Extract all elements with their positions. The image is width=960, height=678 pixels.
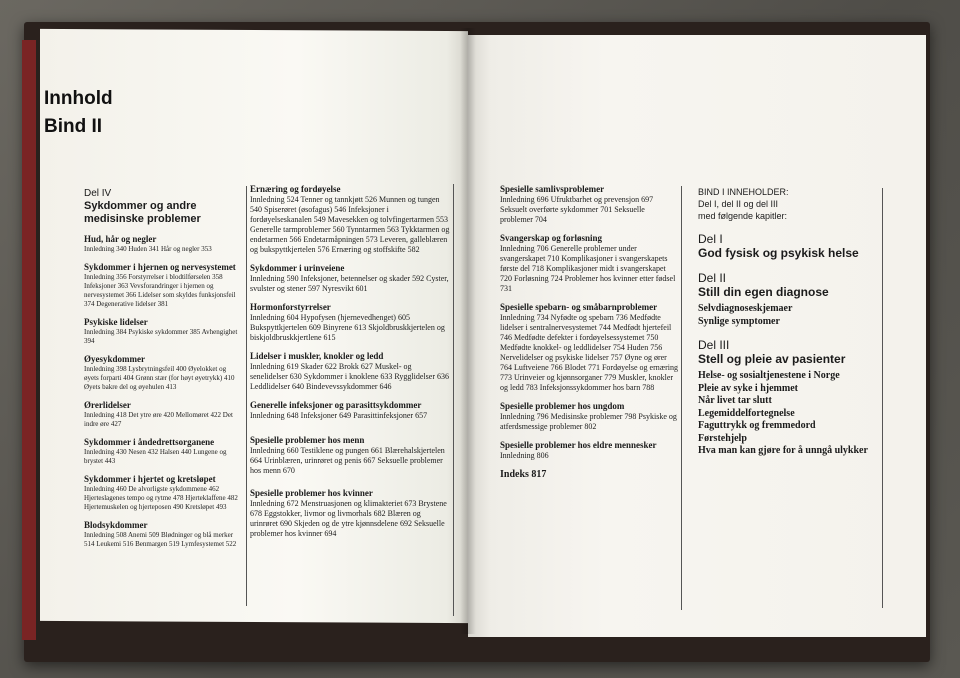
part-label: Del II	[698, 271, 727, 285]
page-gutter-shadow	[460, 28, 476, 634]
part-title: God fysisk og psykisk helse	[698, 246, 859, 260]
contents-heading: Innhold	[44, 88, 113, 109]
chapter-pages: Innledning 590 Infeksjoner, betennelser og skader 592 Cyster, svulster og stener 597 Nyresvikt 601	[250, 274, 449, 293]
chapter-item: Synlige symptomer	[698, 315, 780, 327]
part-label: Del IV	[84, 188, 112, 199]
chapter-entry	[84, 474, 242, 512]
contents-heading-block	[44, 85, 113, 141]
chapter-title: Lidelser i muskler, knokler og ledd	[250, 351, 384, 361]
chapter-title: Svangerskap og forløsning	[500, 233, 603, 243]
chapter-item: Helse- og sosialtjenestene i Norge	[698, 370, 840, 381]
chapter-entry	[250, 400, 450, 421]
chapter-pages: Innledning 604 Hypofysen (hjernevedhenget) 605 Bukspyttkjertelen 609 Binyrene 613 Skjoldbruskkjertelen og biskjoldbruskkjertlene 615	[250, 313, 445, 342]
chapter-title: Ernæring og fordøyelse	[250, 184, 341, 194]
chapter-item: Hva man kan gjøre for å unngå ulykker	[698, 445, 868, 456]
chapter-entry	[84, 520, 242, 549]
chapter-title: Hud, hår og negler	[84, 234, 157, 244]
chapter-title: Spesielle samlivsproblemer	[500, 184, 605, 194]
chapter-pages: Innledning 734 Nyfødte og spebarn 736 Medfødte lidelser i sentralnervesystemet 744 Medfødt hjertefeil 746 Medfødte defekter i fordøyelsessystemet 750 Medfødte knokkel- og leddlidelser 754 Huden 756 Nervelidelser og psykiske lidelser 757 Øyne og ører 764 Luftveiene 766 Blodet 771 Fordøyelse og ernæring 773 Urinveier og kjønnsorganer 779 Muskler, knokler og ledd 783 Infeksjonssykdommer hos barn 788	[500, 313, 678, 392]
chapter-title: Øyesykdommer	[84, 354, 145, 364]
chapter-pages: Innledning 460 De alvorligste sykdommene 462 Hjerteslagenes tempo og rytme 478 Hjerteklaffene 482 Hjertemuskelen og hjerteposen 490 Kretsløpet 493	[84, 485, 238, 511]
chapter-entry	[250, 351, 450, 392]
column-divider	[246, 186, 247, 606]
chapter-title: Spesielle problemer hos kvinner	[250, 488, 373, 498]
chapter-entry	[250, 263, 450, 294]
contents-column-3	[500, 184, 678, 480]
chapter-entry	[84, 400, 242, 429]
chapter-item: Førstehjelp	[698, 432, 747, 444]
contents-column-1	[84, 188, 242, 557]
chapter-pages: Innledning 356 Forstyrrelser i blodtilførselen 358 Infeksjoner 363 Vevsforandringer i hjernen og nervesystemet 366 Lidelser som skyldes funksjonsfeil 374 Degenerative lidelser 381	[84, 273, 236, 308]
chapter-title: Sykdommer i hjertet og kretsløpet	[84, 474, 216, 484]
chapter-title: Generelle infeksjoner og parasittsykdommer	[250, 400, 422, 410]
chapter-pages: Innledning 508 Anemi 509 Blødninger og blå merker 514 Leukemi 516 Benmargen 519 Lymfesystemet 522	[84, 531, 237, 548]
chapter-title: Sykdommer i hjernen og nervesystemet	[84, 262, 236, 272]
chapter-title: Spesielle problemer hos menn	[250, 435, 365, 445]
volume-title: Bind II	[44, 116, 103, 137]
chapter-entry	[250, 184, 450, 255]
chapter-pages: Innledning 706 Generelle problemer under svangerskapet 710 Komplikasjoner i svangerskapets første del 718 Komplikasjoner midt i svangerskapet 720 Forløsning 724 Problemer hos kvinner etter fødsel 731	[500, 244, 676, 293]
contents-column-2	[250, 184, 450, 547]
book-spine-edge	[22, 40, 36, 640]
summary-intro-line: med følgende kapitler:	[698, 211, 788, 221]
chapter-entry	[500, 302, 678, 393]
chapter-title: Spesielle problemer hos eldre mennesker	[500, 440, 657, 450]
chapter-pages: Innledning 418 Det ytre øre 420 Mellomøret 422 Det indre øre 427	[84, 411, 233, 428]
chapter-title: Spesielle spebarn- og småbarnproblemer	[500, 302, 658, 312]
part-title-line-2: medisinske problemer	[84, 213, 201, 225]
chapter-pages: Innledning 672 Menstruasjonen og klimakteriet 673 Brystene 678 Eggstokker, livmor og livmorhals 682 Blæren og urinrøret 690 Skjeden og de ytre kjønnsdelene 692 Seksuelle problemer hos kvinner 694	[250, 499, 447, 538]
chapter-entry	[250, 302, 450, 343]
chapter-item: Pleie av syke i hjemmet	[698, 382, 798, 394]
summary-intro-line: Del I, del II og del III	[698, 199, 779, 209]
chapter-pages: Innledning 398 Lysbrytningsfeil 400 Øyelokket og øyets forparti 404 Grønn stær (for høyt øyetrykk) 410 Øyets bakre del og øyehulen 413	[84, 365, 235, 391]
index-entry: Indeks 817	[500, 469, 547, 480]
chapter-item: Når livet tar slutt	[698, 395, 772, 406]
chapter-pages: Innledning 806	[500, 451, 549, 460]
chapter-pages: Innledning 524 Tenner og tannkjøtt 526 Munnen og tungen 540 Spiserøret (øsofagus) 546 Infeksjoner i fordøyelseskanalen 549 Mavesekken og tolvfingertarmen 553 Generelle tarmproblemer 560 Tynntarmen 563 Tykktarmen og endetarmen 566 Endetarmåpningen 573 Leveren, galleblæren og bukspyttkjertelen 576 Ernæring og stoffskifte 582	[250, 195, 450, 254]
chapter-pages: Innledning 796 Medisinske problemer 798 Psykiske og atferdsmessige problemer 802	[500, 412, 677, 431]
chapter-title: Hormonforstyrrelser	[250, 302, 331, 312]
chapter-title: Ørerlidelser	[84, 400, 131, 410]
chapter-entry	[250, 488, 450, 539]
chapter-pages: Innledning 648 Infeksjoner 649 Parasittinfeksjoner 657	[250, 411, 428, 420]
chapter-item: Faguttrykk og fremmedord	[698, 420, 816, 431]
chapter-pages: Innledning 384 Psykiske sykdommer 385 Avhengighet 394	[84, 328, 238, 345]
chapter-title: Spesielle problemer hos ungdom	[500, 401, 625, 411]
chapter-title: Psykiske lidelser	[84, 317, 148, 327]
chapter-entry	[84, 354, 242, 392]
chapter-pages: Innledning 696 Ufruktbarhet og prevensjon 697 Seksuelt overførte sykdommer 701 Seksuelle problemer 704	[500, 195, 654, 224]
part-label: Del I	[698, 232, 723, 246]
part-title-line-1: Sykdommer og andre	[84, 200, 197, 212]
chapter-entry	[84, 317, 242, 346]
chapter-entry	[500, 440, 678, 461]
volume-one-summary	[698, 186, 878, 458]
part-title: Stell og pleie av pasienter	[698, 352, 846, 366]
chapter-item: Legemiddelfortegnelse	[698, 407, 795, 419]
chapter-title: Sykdommer i urinveiene	[250, 263, 345, 273]
chapter-pages: Innledning 340 Huden 341 Hår og negler 353	[84, 245, 212, 253]
chapter-pages: Innledning 619 Skader 622 Brokk 627 Muskel- og senelidelser 630 Sykdommer i knoklene 633 Rygglidelser 636 Leddlidelser 640 Bindevevssykdommer 646	[250, 362, 449, 391]
chapter-item: Selvdiagnoseskjemaer	[698, 303, 793, 314]
chapter-pages: Innledning 430 Nesen 432 Halsen 440 Lungene og brystet 443	[84, 448, 227, 465]
chapter-title: Blodsykdommer	[84, 520, 148, 530]
chapter-entry	[84, 234, 242, 254]
column-divider	[882, 188, 883, 608]
chapter-pages: Innledning 660 Testiklene og pungen 661 Blærehalskjertelen 664 Urinblæren, urinrøret og penis 667 Seksuelle problemer hos menn 670	[250, 446, 445, 475]
column-divider	[453, 184, 454, 616]
chapter-entry	[250, 435, 450, 476]
chapter-entry	[84, 262, 242, 309]
chapter-entry	[500, 233, 678, 294]
column-divider	[681, 186, 682, 610]
chapter-title: Sykdommer i åndedrettsorganene	[84, 437, 215, 447]
part-title: Still din egen diagnose	[698, 285, 829, 299]
chapter-entry	[84, 437, 242, 466]
chapter-entry	[500, 184, 678, 225]
summary-intro-line: BIND I INNEHOLDER:	[698, 187, 789, 197]
part-label: Del III	[698, 338, 730, 352]
chapter-entry	[500, 401, 678, 432]
